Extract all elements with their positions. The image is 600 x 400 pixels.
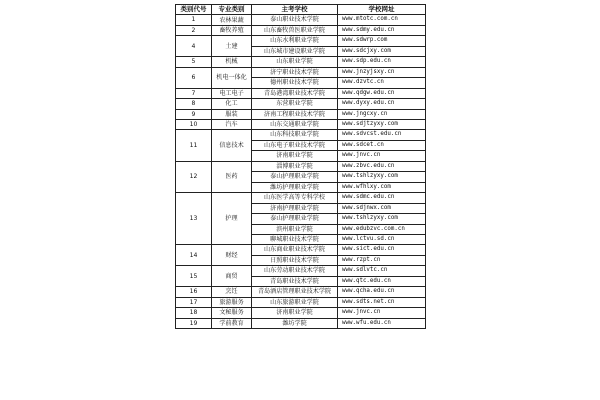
school-url: www.sdcjxy.com — [338, 46, 426, 56]
category-code: 14 — [176, 245, 212, 266]
category-code: 15 — [176, 266, 212, 287]
table-row — [176, 161, 426, 171]
school-url: www.edubzvc.com.cn — [338, 224, 426, 234]
document-page — [175, 4, 426, 329]
school-url: www.sdjnwx.com — [338, 203, 426, 213]
table-row — [176, 193, 426, 203]
school-url: www.jngcxy.cn — [338, 109, 426, 119]
school-name: 泰山职业技术学院 — [252, 15, 338, 25]
table-row — [176, 318, 426, 328]
exam-schools-table — [175, 4, 426, 329]
header-school: 主考学校 — [252, 5, 338, 15]
school-url: www.tshlzyxy.com — [338, 214, 426, 224]
school-url: www.qtc.edu.cn — [338, 276, 426, 286]
school-url: www.sdcet.cn — [338, 140, 426, 150]
category-code: 7 — [176, 88, 212, 98]
category-code: 19 — [176, 318, 212, 328]
table-row — [176, 130, 426, 140]
table-row — [176, 266, 426, 276]
school-url: www.qdgw.edu.cn — [338, 88, 426, 98]
table-row — [176, 245, 426, 255]
school-url: www.dyxy.edu.cn — [338, 99, 426, 109]
category-name: 机电一体化 — [212, 67, 252, 88]
school-name: 东营职业学院 — [252, 99, 338, 109]
category-code: 9 — [176, 109, 212, 119]
category-name: 旅游服务 — [212, 297, 252, 307]
school-name: 德州职业技术学院 — [252, 78, 338, 88]
school-url: www.sdvcst.edu.cn — [338, 130, 426, 140]
school-name: 济南职业学院 — [252, 308, 338, 318]
school-url: www.sdmc.edu.cn — [338, 193, 426, 203]
school-url: www.wfu.edu.cn — [338, 318, 426, 328]
category-code: 8 — [176, 99, 212, 109]
category-code: 10 — [176, 119, 212, 129]
school-name: 山东科技职业学院 — [252, 130, 338, 140]
table-row — [176, 119, 426, 129]
category-code: 11 — [176, 130, 212, 161]
school-name: 山东医学高等专科学校 — [252, 193, 338, 203]
table-row — [176, 57, 426, 67]
school-url: www.sdjtzyxy.com — [338, 119, 426, 129]
table-row — [176, 36, 426, 46]
school-url: www.qcha.edu.cn — [338, 287, 426, 297]
school-url: www.wfhlxy.com — [338, 182, 426, 192]
table-row — [176, 88, 426, 98]
header-website: 学校网址 — [338, 5, 426, 15]
school-name: 青岛职业技术学院 — [252, 276, 338, 286]
school-url: www.sdwrp.com — [338, 36, 426, 46]
table-row — [176, 67, 426, 77]
header-category: 专业类别 — [212, 5, 252, 15]
category-code: 5 — [176, 57, 212, 67]
header-code: 类别代号 — [176, 5, 212, 15]
school-url: www.sdlvtc.cn — [338, 266, 426, 276]
school-name: 山东水利职业学院 — [252, 36, 338, 46]
category-name: 机械 — [212, 57, 252, 67]
school-name: 青岛酒店管理职业技术学院 — [252, 287, 338, 297]
category-name: 汽车 — [212, 119, 252, 129]
category-code: 1 — [176, 15, 212, 25]
school-name: 泰山护理职业学院 — [252, 172, 338, 182]
school-url: www.sdts.net.cn — [338, 297, 426, 307]
table-row — [176, 308, 426, 318]
school-url: www.tshlzyxy.com — [338, 172, 426, 182]
school-url: www.lctvu.sd.cn — [338, 234, 426, 244]
school-name: 山东电子职业技术学院 — [252, 140, 338, 150]
school-url: www.dzvtc.cn — [338, 78, 426, 88]
category-code: 6 — [176, 67, 212, 88]
category-name: 学前教育 — [212, 318, 252, 328]
category-name: 商贸 — [212, 266, 252, 287]
category-name: 烹饪 — [212, 287, 252, 297]
table-header-row — [176, 5, 426, 15]
table-row — [176, 297, 426, 307]
school-name: 山东劳动职业技术学院 — [252, 266, 338, 276]
category-code: 18 — [176, 308, 212, 318]
school-url: www.jnvc.cn — [338, 151, 426, 161]
category-code: 4 — [176, 36, 212, 57]
school-url: www.sdmy.edu.cn — [338, 25, 426, 35]
table-row — [176, 15, 426, 25]
category-code: 2 — [176, 25, 212, 35]
category-name: 农林果蔬 — [212, 15, 252, 25]
school-name: 山东商业职业技术学院 — [252, 245, 338, 255]
category-code: 13 — [176, 193, 212, 245]
school-url: www.sict.edu.cn — [338, 245, 426, 255]
table-row — [176, 109, 426, 119]
school-name: 济宁职业技术学院 — [252, 67, 338, 77]
school-url: www.sdp.edu.cn — [338, 57, 426, 67]
school-url: www.jnzyjsxy.cn — [338, 67, 426, 77]
category-code: 12 — [176, 161, 212, 192]
school-name: 山东交通职业学院 — [252, 119, 338, 129]
table-row — [176, 287, 426, 297]
school-url: www.jnvc.cn — [338, 308, 426, 318]
school-name: 潍坊护理职业学院 — [252, 182, 338, 192]
school-url: www.mtotc.com.cn — [338, 15, 426, 25]
school-name: 滨州职业学院 — [252, 224, 338, 234]
school-name: 泰山护理职业学院 — [252, 214, 338, 224]
category-name: 服装 — [212, 109, 252, 119]
school-url: www.rzpt.cn — [338, 255, 426, 265]
table-row — [176, 99, 426, 109]
school-name: 青岛港湾职业技术学院 — [252, 88, 338, 98]
category-name: 土建 — [212, 36, 252, 57]
school-name: 潍坊学院 — [252, 318, 338, 328]
school-name: 山东旅游职业学院 — [252, 297, 338, 307]
school-name: 济南护理职业学院 — [252, 203, 338, 213]
school-name: 淄博职业学院 — [252, 161, 338, 171]
school-name: 山东城市建设职业学院 — [252, 46, 338, 56]
school-name: 日照职业技术学院 — [252, 255, 338, 265]
category-name: 信息技术 — [212, 130, 252, 161]
table-row — [176, 25, 426, 35]
category-name: 护理 — [212, 193, 252, 245]
school-url: www.zbvc.edu.cn — [338, 161, 426, 171]
school-name: 山东职业学院 — [252, 57, 338, 67]
category-name: 化工 — [212, 99, 252, 109]
school-name: 济南职业学院 — [252, 151, 338, 161]
category-code: 17 — [176, 297, 212, 307]
school-name: 聊城职业技术学院 — [252, 234, 338, 244]
school-name: 济南工程职业技术学院 — [252, 109, 338, 119]
category-name: 医药 — [212, 161, 252, 192]
category-name: 畜牧养殖 — [212, 25, 252, 35]
table-body — [176, 15, 426, 329]
school-name: 山东畜牧兽医职业学院 — [252, 25, 338, 35]
category-name: 财经 — [212, 245, 252, 266]
category-name: 文秘服务 — [212, 308, 252, 318]
category-name: 电工电子 — [212, 88, 252, 98]
category-code: 16 — [176, 287, 212, 297]
